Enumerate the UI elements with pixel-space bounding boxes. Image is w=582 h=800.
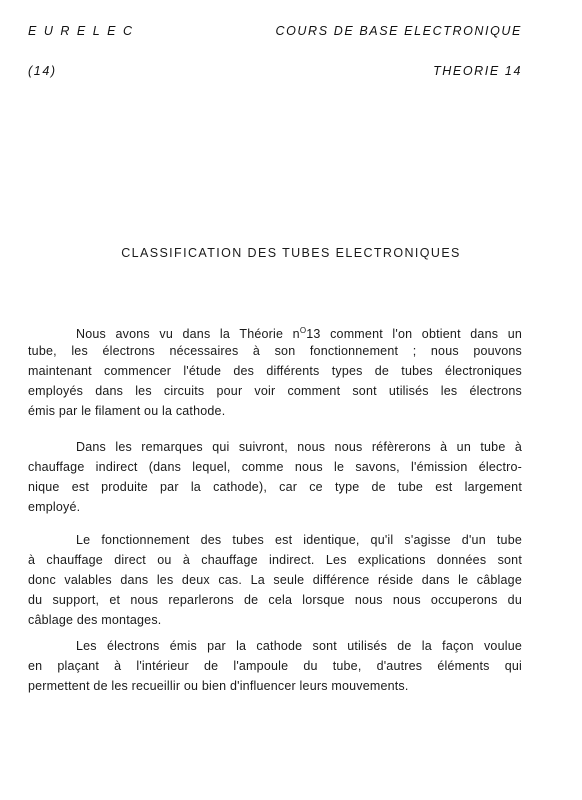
paragraph-line: maintenant commencer l'étude des différents types de tubes électroniques: [28, 364, 522, 378]
header-course-title: COURS DE BASE ELECTRONIQUE: [275, 24, 522, 38]
paragraph-line: tube, les électrons nécessaires à son fonctionnement ; nous pouvons: [28, 344, 522, 358]
superscript: O: [299, 326, 307, 335]
header-page-number: (14): [28, 64, 57, 78]
paragraph-4: [28, 636, 522, 696]
header-brand: EURELEC: [28, 24, 140, 38]
header-theory-number: THEORIE 14: [433, 64, 522, 78]
line-text: Nous avons vu dans la Théorie n: [76, 327, 300, 341]
paragraph-line: chauffage indirect (dans lequel, comme nous le savons, l'émission électro-: [28, 460, 522, 474]
paragraph-line: employé.: [28, 500, 81, 514]
paragraph-line: du support, et nous reparlerons de cela lorsque nous nous occuperons du: [28, 593, 522, 607]
paragraph-2: [28, 437, 522, 517]
paragraph-line: Les électrons émis par la cathode sont utilisés de la façon voulue: [76, 639, 522, 653]
paragraph-line: Dans les remarques qui suivront, nous nous réfèrerons à un tube à: [76, 440, 522, 454]
paragraph-line: donc valables dans les deux cas. La seule différence réside dans le câblage: [28, 573, 522, 587]
paragraph-line: employés dans les circuits pour voir comment sont utilisés les électrons: [28, 384, 522, 398]
paragraph-line: Le fonctionnement des tubes est identique, qu'il s'agisse d'un tube: [76, 533, 522, 547]
paragraph-1: [28, 321, 522, 421]
paragraph-line: nique est produite par la cathode), car ce type de tube est largement: [28, 480, 522, 494]
paragraph-line: à chauffage direct ou à chauffage indirect. Les explications données sont: [28, 553, 522, 567]
paragraph-line: permettent de les recueillir ou bien d'influencer leurs mouvements.: [28, 679, 409, 693]
section-title: CLASSIFICATION DES TUBES ELECTRONIQUES: [121, 246, 461, 260]
paragraph-3: [28, 530, 522, 630]
paragraph-line: en plaçant à l'intérieur de l'ampoule du tube, d'autres éléments qui: [28, 659, 522, 673]
paragraph-line: câblage des montages.: [28, 613, 162, 627]
line-text: 13 comment l'on obtient dans un: [306, 327, 522, 341]
paragraph-line: émis par le filament ou la cathode.: [28, 404, 226, 418]
paragraph-line: [28, 321, 522, 341]
